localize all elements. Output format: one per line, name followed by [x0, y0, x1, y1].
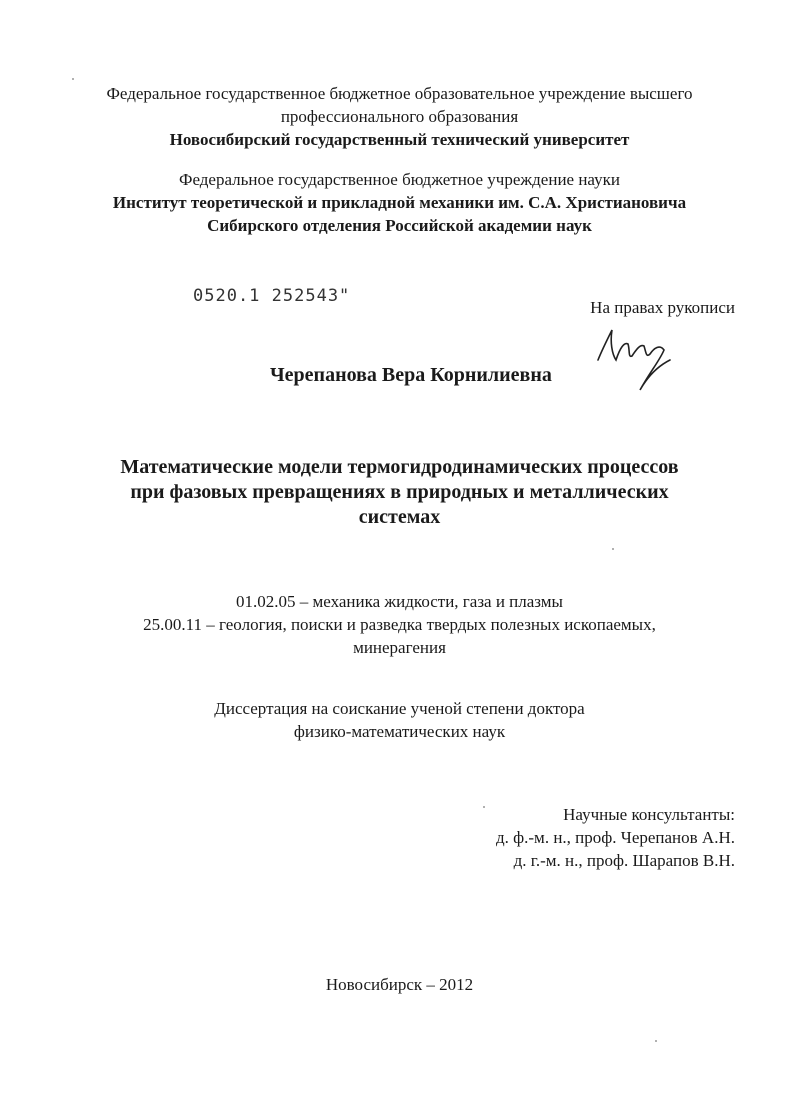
scan-speck	[483, 806, 485, 808]
degree-line1: Диссертация на соискание ученой степени доктора	[214, 699, 585, 718]
degree	[0, 697, 799, 743]
consultant-2: д. г.-м. н., проф. Шарапов В.Н.	[513, 851, 735, 870]
place-year-text: Новосибирск – 2012	[325, 975, 474, 994]
registration-stamp: 0520.1 252543"	[193, 286, 351, 306]
consultants-heading: Научные консультанты:	[563, 805, 735, 824]
signature	[590, 320, 690, 400]
consultant-1: д. ф.-м. н., проф. Черепанов А.Н.	[495, 828, 735, 847]
manuscript-rights: На правах рукописи	[590, 298, 735, 317]
specialty-2-cont: минерагения	[353, 638, 446, 657]
specialty-2: 25.00.11 – геология, поиски и разведка твердых полезных ископаемых,	[143, 615, 656, 634]
scan-speck	[612, 548, 614, 550]
institution-1	[0, 82, 799, 151]
scan-speck	[655, 1040, 657, 1042]
dissertation-title	[0, 455, 799, 530]
specialties	[0, 590, 799, 659]
title-line1: Математические модели термогидродинамических процессов	[120, 456, 679, 478]
consultants	[496, 803, 735, 872]
institution-1-line2: профессионального образования	[280, 107, 519, 126]
institution-1-line1: Федеральное государственное бюджетное образовательное учреждение высшего	[106, 84, 693, 103]
title-line2: при фазовых превращениях в природных и металлических	[130, 481, 669, 503]
title-line3: системах	[358, 506, 441, 528]
degree-line2: физико-математических наук	[293, 722, 506, 741]
institution-2	[0, 168, 799, 237]
institution-1-name: Новосибирский государственный технический университет	[169, 130, 630, 149]
specialty-1: 01.02.05 – механика жидкости, газа и плазмы	[236, 592, 563, 611]
institution-2-line1: Федеральное государственное бюджетное учреждение науки	[179, 170, 620, 189]
scan-speck	[72, 78, 74, 80]
author-name: Черепанова Вера Корнилиевна	[270, 364, 552, 386]
place-year	[0, 973, 799, 996]
institution-2-name-line2: Сибирского отделения Российской академии наук	[207, 216, 592, 235]
institution-2-name-line1: Институт теоретической и прикладной механики им. С.А. Христиановича	[112, 193, 687, 212]
